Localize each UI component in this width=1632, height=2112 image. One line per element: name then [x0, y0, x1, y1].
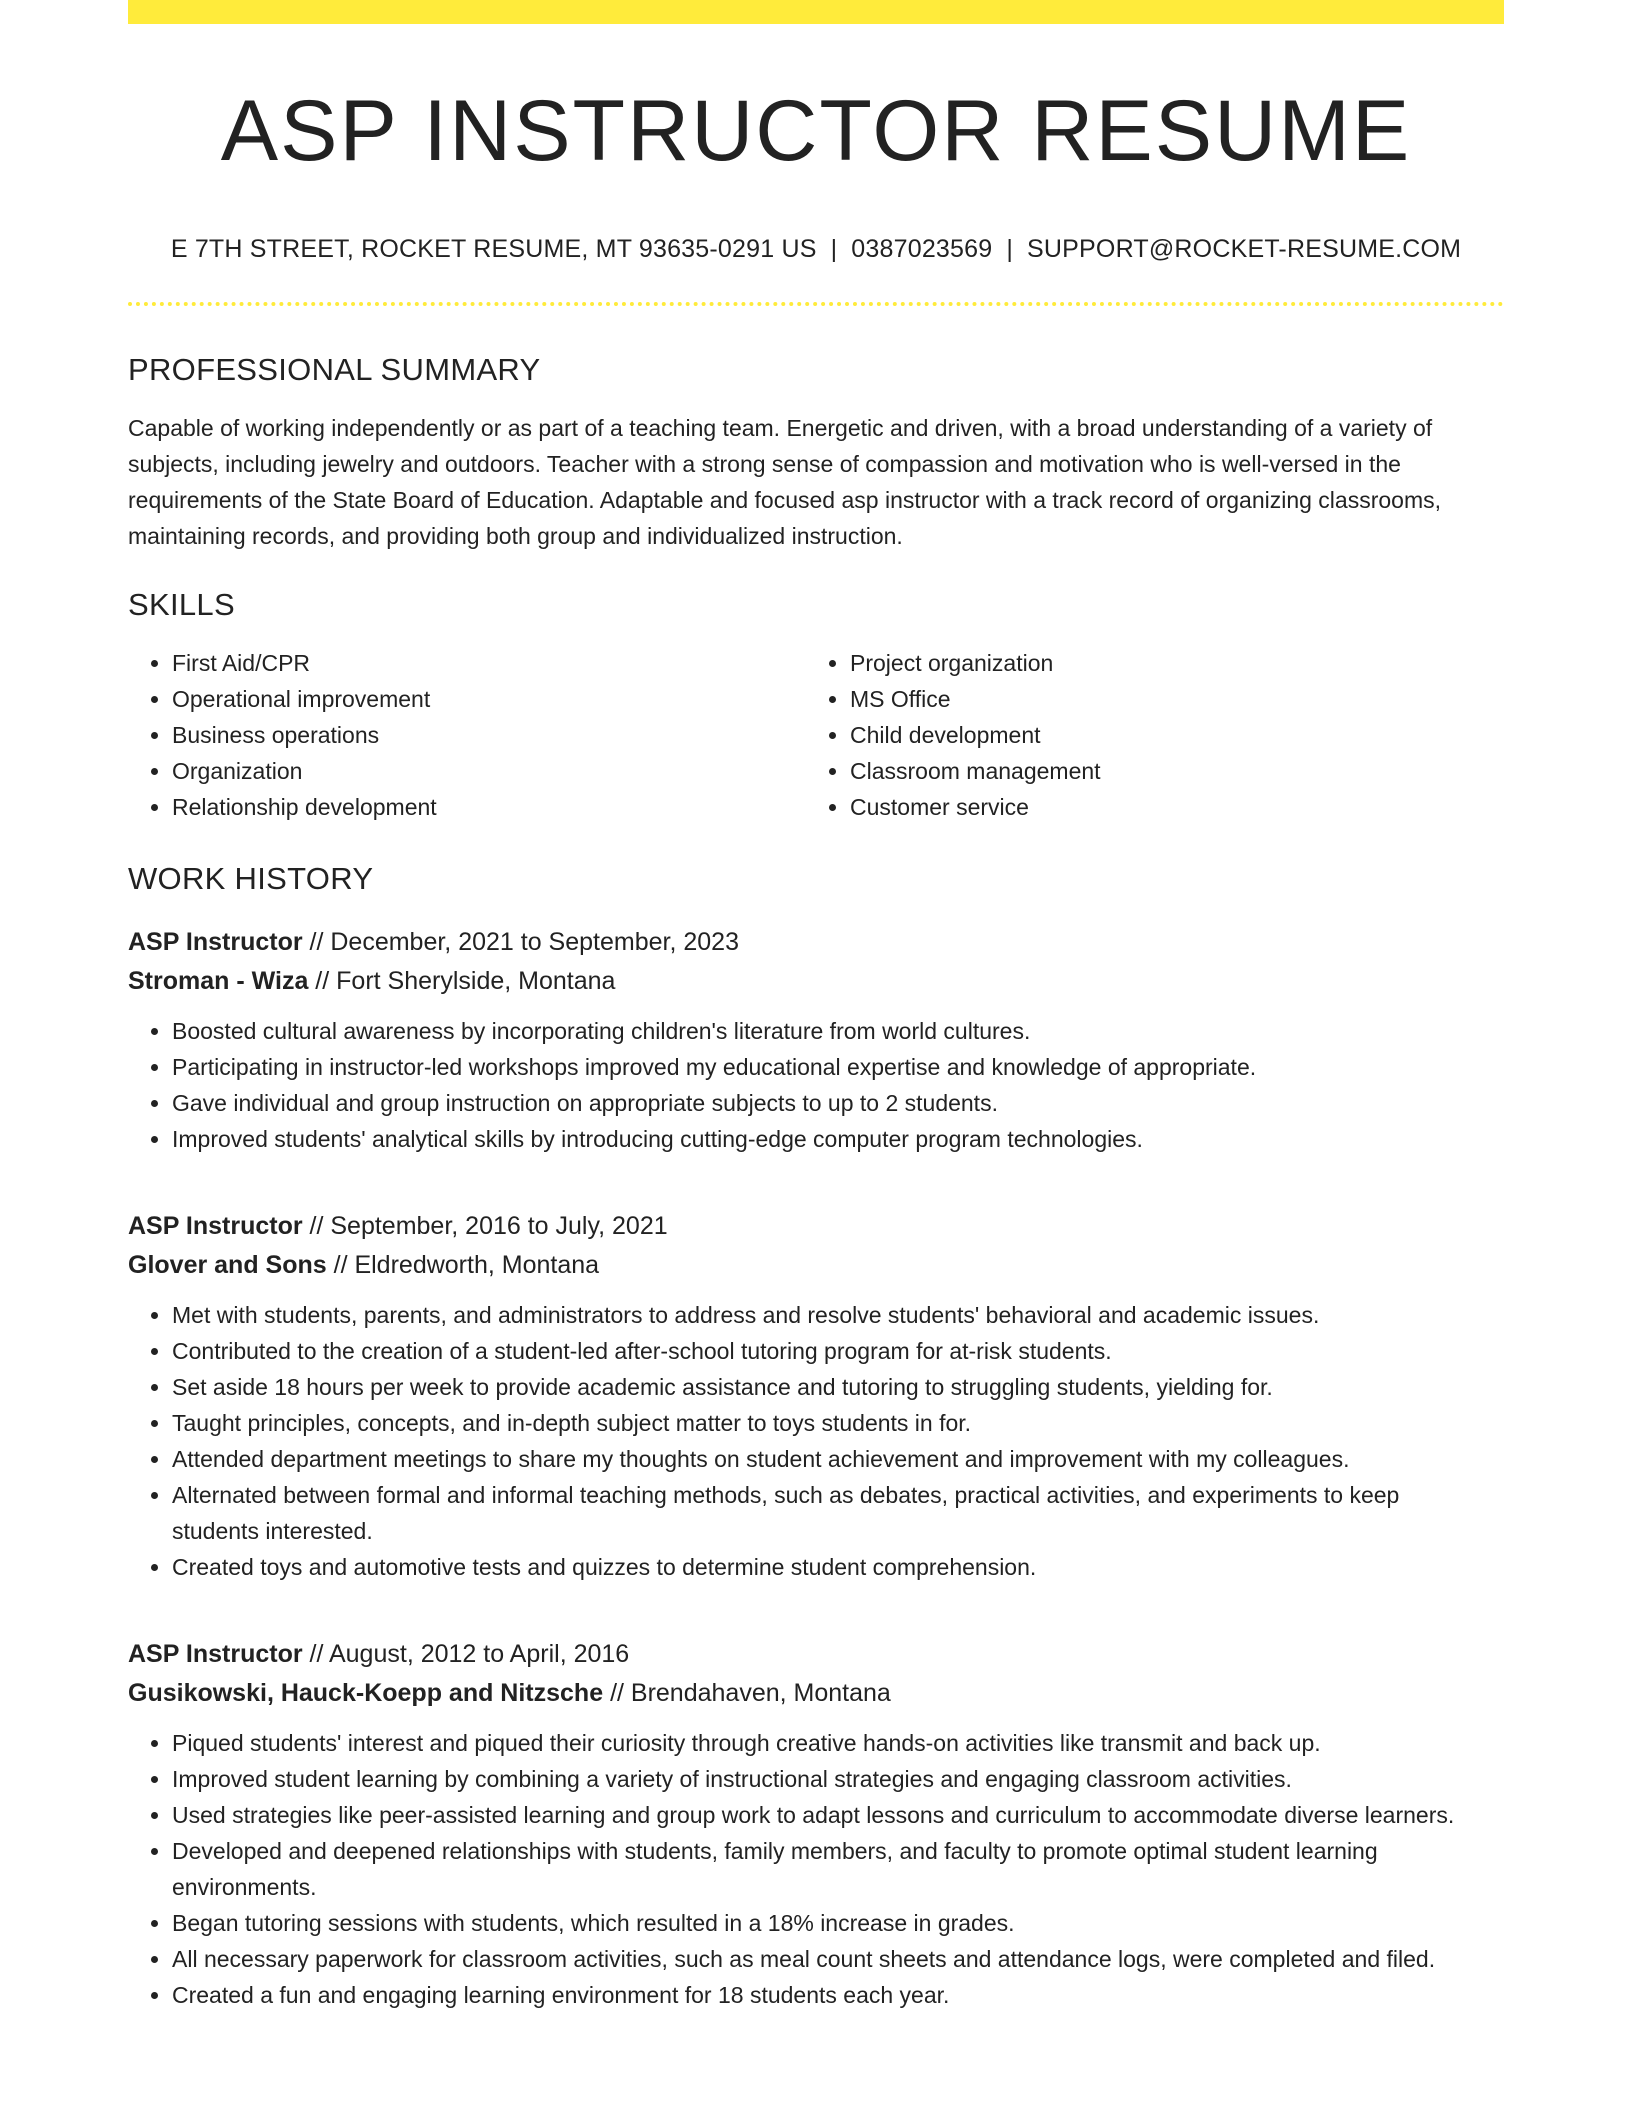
job-bullets: [128, 1725, 1504, 2013]
job-location: // Eldredworth, Montana: [326, 1250, 600, 1279]
summary-text: Capable of working independently or as part of a teaching team. Energetic and driven, with a broad understanding of a variety of subjects, including jewelry and outdoors. Teacher with a strong sense of compassion and motivation who is well-versed in the requirements of the State Board of Education. Adaptable and focused asp instructor with a track record of organizing classrooms, maintaining records, and providing both group and individualized instruction.: [128, 414, 1441, 549]
job-bullet: • Developed and deepened relationships with students, family members, and faculty to promote optimal student learning environments.: [172, 1833, 1504, 1905]
contact-line: [128, 235, 1504, 264]
contact-email[interactable]: SUPPORT@ROCKET-RESUME.COM: [1027, 234, 1462, 263]
job-bullet: • Improved students' analytical skills by introducing cutting-edge computer program technologies.: [172, 1121, 1504, 1157]
skill-item: • Project organization: [850, 645, 1484, 681]
dotted-divider: [128, 302, 1504, 306]
job-title-line: [128, 923, 1504, 962]
work-history-heading: WORK HISTORY: [128, 860, 374, 896]
job-bullet: • Boosted cultural awareness by incorporating children's literature from world cultures.: [172, 1013, 1504, 1049]
skill-item: • Relationship development: [172, 789, 806, 825]
job-title-line: [128, 1635, 1504, 1674]
contact-address: E 7TH STREET, ROCKET RESUME, MT 93635-0291 US: [170, 234, 817, 263]
job-dates: // August, 2012 to April, 2016: [302, 1639, 630, 1668]
job-bullets: [128, 1297, 1504, 1585]
contact-separator: |: [830, 234, 838, 263]
job-company: Stroman - Wiza: [128, 966, 309, 995]
job-title: ASP Instructor: [128, 1639, 303, 1668]
skill-item: • Operational improvement: [172, 681, 806, 717]
job-company: Glover and Sons: [128, 1250, 327, 1279]
job-bullet: • Participating in instructor-led workshops improved my educational expertise and knowledge of appropriate.: [172, 1049, 1504, 1085]
skills-column-right: [806, 645, 1484, 825]
job-bullet: • Began tutoring sessions with students, which resulted in a 18% increase in grades.: [172, 1905, 1504, 1941]
job-company-line: [128, 1674, 1504, 1713]
contact-phone: 0387023569: [851, 234, 993, 263]
skills-column-left: [128, 645, 806, 825]
skill-item: • Business operations: [172, 717, 806, 753]
skill-item: • Child development: [850, 717, 1484, 753]
job-entry: [128, 1635, 1504, 2013]
job-bullet: • Improved student learning by combining a variety of instructional strategies and engaging classroom activities.: [172, 1761, 1504, 1797]
job-bullet: • Contributed to the creation of a student-led after-school tutoring program for at-risk students.: [172, 1333, 1504, 1369]
job-bullets: [128, 1013, 1504, 1157]
job-entry: [128, 1207, 1504, 1585]
job-location: // Fort Sherylside, Montana: [308, 966, 616, 995]
skill-item: • MS Office: [850, 681, 1484, 717]
job-company-line: [128, 962, 1504, 1001]
job-bullet: • Used strategies like peer-assisted learning and group work to adapt lessons and curriculum to accommodate diverse learners.: [172, 1797, 1504, 1833]
job-title: ASP Instructor: [128, 927, 303, 956]
job-bullet: • Created a fun and engaging learning environment for 18 students each year.: [172, 1977, 1504, 2013]
job-bullet: • Gave individual and group instruction on appropriate subjects to up to 2 students.: [172, 1085, 1504, 1121]
skill-item: • Customer service: [850, 789, 1484, 825]
job-dates: // December, 2021 to September, 2023: [302, 927, 739, 956]
job-bullet: • Met with students, parents, and administrators to address and resolve students' behavioral and academic issues.: [172, 1297, 1504, 1333]
job-dates: // September, 2016 to July, 2021: [302, 1211, 668, 1240]
job-title-line: [128, 1207, 1504, 1246]
job-bullet: • Alternated between formal and informal teaching methods, such as debates, practical activities, and experiments to keep students interested.: [172, 1477, 1504, 1549]
job-bullet: • Taught principles, concepts, and in-depth subject matter to toys students in for.: [172, 1405, 1504, 1441]
job-bullet: • Created toys and automotive tests and quizzes to determine student comprehension.: [172, 1549, 1504, 1585]
resume-title: ASP INSTRUCTOR RESUME: [220, 83, 1412, 179]
skill-item: • Organization: [172, 753, 806, 789]
job-title: ASP Instructor: [128, 1211, 303, 1240]
accent-top-bar: [128, 0, 1504, 24]
skill-item: • Classroom management: [850, 753, 1484, 789]
contact-separator: |: [1006, 234, 1014, 263]
resume-page: [128, 0, 1504, 2013]
skills-list: [128, 645, 1504, 825]
job-bullet: • Attended department meetings to share my thoughts on student achievement and improvement with my colleagues.: [172, 1441, 1504, 1477]
job-entry: [128, 923, 1504, 1157]
skill-item: • First Aid/CPR: [172, 645, 806, 681]
job-company-line: [128, 1246, 1504, 1285]
job-bullet: • All necessary paperwork for classroom activities, such as meal count sheets and attendance logs, were completed and filed.: [172, 1941, 1504, 1977]
summary-heading: PROFESSIONAL SUMMARY: [128, 351, 541, 387]
job-company: Gusikowski, Hauck-Koepp and Nitzsche: [128, 1678, 604, 1707]
job-bullet: • Set aside 18 hours per week to provide academic assistance and tutoring to struggling students, yielding for.: [172, 1369, 1504, 1405]
job-bullet: • Piqued students' interest and piqued their curiosity through creative hands-on activities like transmit and back up.: [172, 1725, 1504, 1761]
job-location: // Brendahaven, Montana: [603, 1678, 891, 1707]
skills-heading: SKILLS: [128, 586, 235, 622]
